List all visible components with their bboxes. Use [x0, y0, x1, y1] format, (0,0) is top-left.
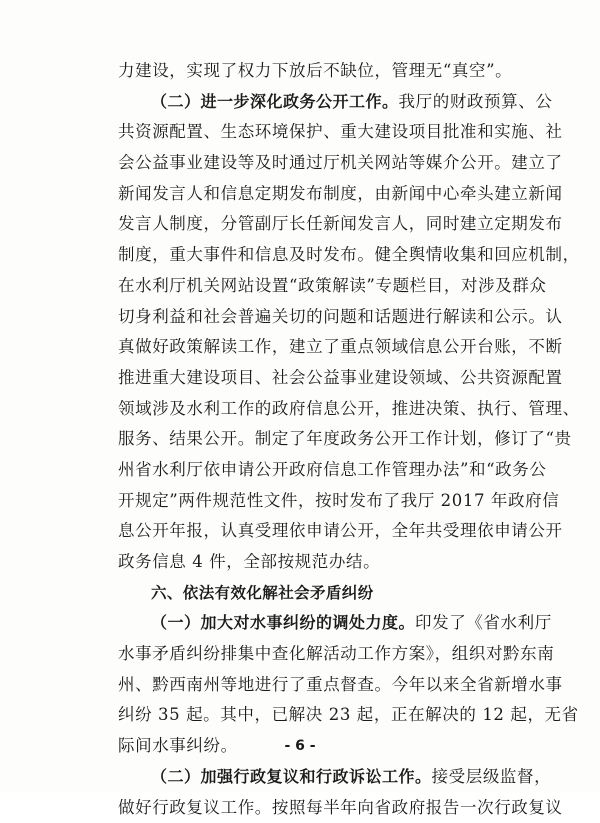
text-segment: 水事矛盾纠纷排集中查化解活动工作方案》，组织对黔东南: [118, 644, 554, 663]
text-line: [118, 486, 504, 517]
text-segment: 会公益事业建设等及时通过厅机关网站等媒介公开。建立了: [118, 153, 563, 172]
text-line: [118, 363, 504, 394]
text-segment: 制度，重大事件和信息及时发布。健全舆情收集和回应机制，: [118, 245, 580, 264]
text-segment: 政务信息 4 件，全部按规范办结。: [118, 552, 380, 571]
text-segment: 切身利益和社会普遍关切的问题和话题进行解读和公示。认: [118, 307, 563, 326]
text-line: [118, 87, 504, 118]
text-segment: 州、黔西南州等地进行了重点督查。今年以来全省新增水事: [118, 675, 563, 694]
text-line: [118, 56, 504, 87]
page-number: - 6 -: [0, 738, 600, 754]
subsection-heading: （二）进一步深化政务公开工作。: [151, 92, 399, 111]
text-line: [118, 547, 504, 578]
text-segment: 真做好政策解读工作，建立了重点领域信息公开台账，不断: [118, 337, 563, 356]
text-line: [118, 608, 504, 639]
text-segment: 接受层级监督，: [432, 767, 552, 786]
text-line: [118, 639, 504, 670]
text-segment: 领域涉及水利工作的政府信息公开，推进决策、执行、管理、: [118, 399, 580, 418]
text-segment: 息公开年报，认真受理依申请公开，全年共受理依申请公开: [118, 521, 563, 540]
text-line: [118, 424, 504, 455]
text-line: [118, 332, 504, 363]
text-segment: 服务、结果公开。制定了年度政务公开工作计划，修订了“贵: [118, 429, 572, 448]
subsection-heading: （二）加强行政复议和行政诉讼工作。: [151, 767, 432, 786]
text-segment: 力建设，实现了权力下放后不缺位，管理无“真空”。: [118, 61, 512, 80]
text-segment: 开规定”两件规范性文件，按时发布了我厅 2017 年政府信: [118, 491, 559, 510]
section-heading: 六、依法有效化解社会矛盾纠纷: [151, 584, 374, 602]
document-body: [118, 56, 504, 823]
text-segment: 推进重大建设项目、社会公益事业建设领域、公共资源配置: [118, 368, 563, 387]
text-segment: 共资源配置、生态环境保护、重大建设项目批准和实施、社: [118, 122, 563, 141]
text-line: [118, 148, 504, 179]
text-line: [118, 793, 504, 823]
text-line: [118, 394, 504, 425]
text-line: [118, 302, 504, 333]
text-line: [118, 670, 504, 701]
text-line: [118, 240, 504, 271]
subsection-heading: （一）加大对水事纠纷的调处力度。: [151, 613, 415, 632]
text-line: [118, 179, 504, 210]
text-segment: 在水利厅机关网站设置“政策解读”专题栏目，对涉及群众: [118, 276, 546, 295]
text-segment: 印发了《省水利厅: [415, 613, 552, 632]
text-segment: 做好行政复议工作。按照每半年向省政府报告一次行政复议: [118, 798, 563, 817]
text-line: [118, 209, 504, 240]
text-line: [118, 117, 504, 148]
text-segment: 州省水利厅依申请公开政府信息工作管理办法”和“政务公: [118, 460, 546, 479]
text-line: [118, 700, 504, 731]
text-line: [118, 271, 504, 302]
text-line: [118, 578, 504, 609]
text-segment: 我厅的财政预算、公: [399, 92, 553, 111]
text-line: [118, 762, 504, 793]
text-segment: 新闻发言人和信息定期发布制度，由新闻中心牵头建立新闻: [118, 184, 563, 203]
text-line: [118, 455, 504, 486]
text-segment: 发言人制度，分管副厅长任新闻发言人，同时建立定期发布: [118, 214, 563, 233]
text-segment: 纠纷 35 起。其中，已解决 23 起，正在解决的 12 起，无省: [118, 705, 579, 724]
text-segment: 际间水事纠纷。: [118, 736, 238, 755]
text-line: [118, 516, 504, 547]
